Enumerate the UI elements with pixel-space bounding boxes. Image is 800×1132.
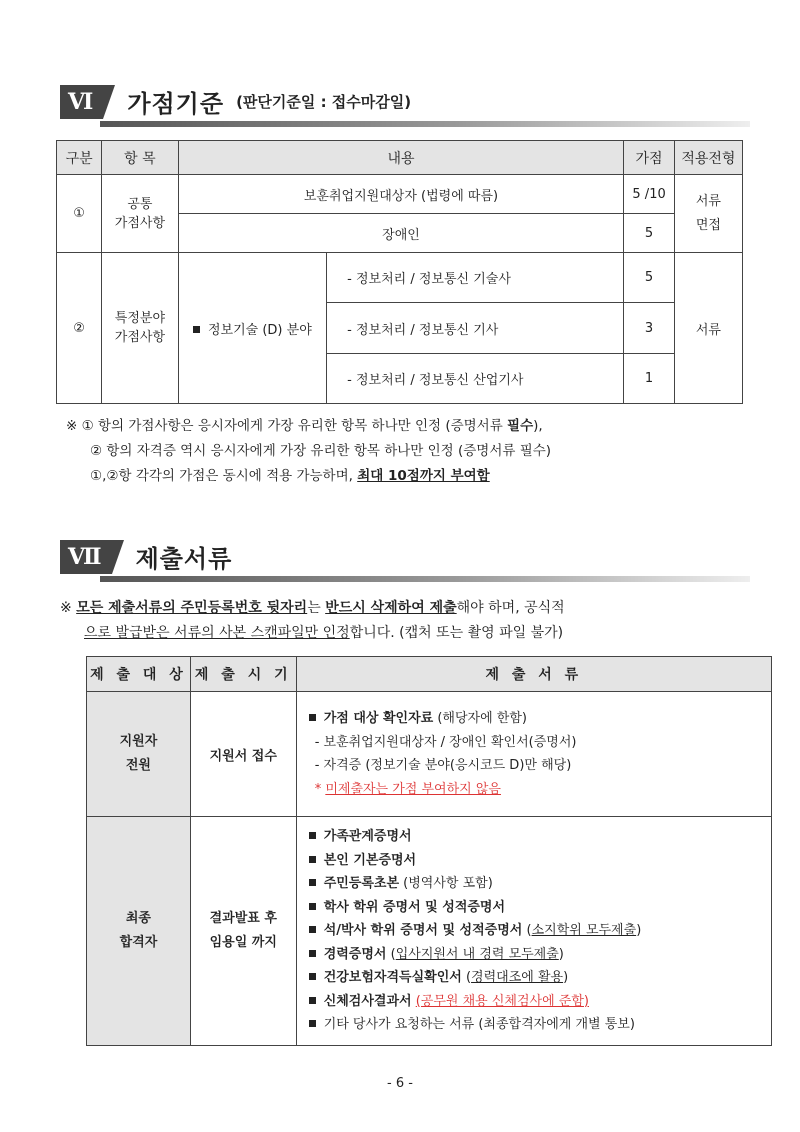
doc-note: ) <box>636 923 642 938</box>
doc-item <box>309 872 761 896</box>
bonus-criteria-table <box>56 140 743 404</box>
table-row <box>87 692 772 817</box>
table-header-row <box>57 141 743 175</box>
points-cell: 3 <box>624 303 674 354</box>
table-row <box>57 253 743 303</box>
bullet-square-icon <box>309 1020 316 1027</box>
docs-cell <box>296 692 771 817</box>
note-line-3 <box>66 464 551 489</box>
cert-cell: - 정보처리 / 정보통신 기술사 <box>327 253 624 303</box>
doc-item <box>309 896 761 920</box>
note-text: ① 항의 가점사항은 응시자에게 가장 유리한 항목 하나만 인정 (증명서류 <box>81 418 508 434</box>
section7-title: 제출서류 <box>135 545 233 573</box>
note-mark: ※ <box>66 418 78 434</box>
apply-type: 서류 면접 <box>674 175 742 253</box>
page-number: - 6 - <box>387 1076 413 1091</box>
doc-subitem: - 자격증 (정보기술 분야(응시코드 D)만 해당) <box>314 758 572 773</box>
apply-type: 서류 <box>674 253 742 404</box>
doc-title: 기타 당사가 요청하는 서류 (최종합격자에게 개별 통보) <box>323 1017 635 1032</box>
row-number: ② <box>57 253 102 404</box>
section6-rule <box>100 121 750 127</box>
note-line-1 <box>66 414 551 439</box>
content-cell: 장애인 <box>178 214 624 253</box>
col-header: 내용 <box>178 141 624 175</box>
section7-heading <box>60 539 232 574</box>
bullet-square-icon <box>309 926 316 933</box>
field-cell <box>178 253 327 404</box>
doc-note: 경력대조에 활용 <box>471 970 564 985</box>
bullet-square-icon <box>309 879 316 886</box>
doc-note: (해당자에 한함) <box>433 711 527 726</box>
doc-note: 입사지원서 내 경력 모두제출 <box>395 946 559 962</box>
points-cell: 1 <box>624 354 674 404</box>
warning-mark: * <box>314 781 322 797</box>
doc-note: 소지학위 모두제출 <box>531 923 637 938</box>
doc-title: 신체검사결과서 <box>323 993 412 1009</box>
note-text: ), <box>533 418 543 434</box>
notice-text: 는 <box>307 600 326 616</box>
doc-note: ( <box>386 946 396 962</box>
notice-text: 합니다. (캡처 또는 촬영 파일 불가) <box>349 625 564 641</box>
doc-item <box>309 707 761 731</box>
row-number: ① <box>57 175 102 253</box>
doc-title: 학사 학위 증명서 및 성적증명서 <box>323 899 506 915</box>
col-header: 제 출 시 기 <box>190 657 296 692</box>
doc-note: ( <box>522 923 532 938</box>
bonus-notes <box>66 414 551 489</box>
item-name: 특정분야 가점사항 <box>102 253 178 404</box>
section6-title: 가점기준 <box>127 90 225 118</box>
doc-item <box>309 849 761 873</box>
notice-line-1 <box>60 596 760 621</box>
docs-cell <box>296 817 771 1046</box>
doc-item <box>309 990 761 1014</box>
doc-subitem: - 보훈취업지원대상자 / 장애인 확인서(증명서) <box>314 734 577 750</box>
bullet-square-icon <box>193 326 200 333</box>
bullet-square-icon <box>309 903 316 910</box>
doc-title: 가족관계증명서 <box>323 829 412 844</box>
submission-notice <box>60 596 760 646</box>
bullet-square-icon <box>309 714 316 721</box>
cert-cell: - 정보처리 / 정보통신 기사 <box>327 303 624 354</box>
bullet-square-icon <box>309 973 316 980</box>
timing-cell: 지원서 접수 <box>190 692 296 817</box>
bullet-square-icon <box>309 997 316 1004</box>
notice-bold: 반드시 삭제하여 제출 <box>325 600 457 616</box>
doc-title: 가점 대상 확인자료 <box>323 711 434 726</box>
content-cell: 보훈취업지원대상자 (법령에 따름) <box>178 175 624 214</box>
col-header: 가점 <box>624 141 674 175</box>
section7-numeral: Ⅶ <box>60 540 112 574</box>
doc-title: 주민등록초본 <box>323 876 400 891</box>
doc-title: 경력증명서 <box>323 946 387 962</box>
note-line-2: ② 항의 자격증 역시 응시자에게 가장 유리한 항목 하나만 인정 (증명서류 필수) <box>90 443 552 459</box>
table-row <box>57 175 743 214</box>
points-cell: 5 <box>624 214 674 253</box>
notice-underline: 으로 발급받은 서류의 사본 스캔파일만 인정 <box>84 625 350 641</box>
doc-note: ) <box>558 946 564 962</box>
section7-rule <box>100 576 750 582</box>
doc-item <box>309 825 761 849</box>
points-cell: 5 /10 <box>624 175 674 214</box>
col-header: 항 목 <box>102 141 178 175</box>
note-bold: 최대 10점까지 부여함 <box>357 468 490 484</box>
col-header: 적용전형 <box>674 141 742 175</box>
doc-note: ) <box>563 970 569 985</box>
target-cell: 지원자 전원 <box>87 692 191 817</box>
bullet-square-icon <box>309 950 316 957</box>
notice-bold: 모든 제출서류의 주민등록번호 뒷자리 <box>76 600 308 616</box>
warning-line <box>309 778 761 802</box>
doc-item <box>309 1013 761 1037</box>
field-label: 정보기술 (D) 분야 <box>207 322 312 338</box>
doc-note: (병역사항 포함) <box>399 876 493 891</box>
doc-note: ( <box>461 970 472 985</box>
points-cell: 5 <box>624 253 674 303</box>
notice-text: 해야 하며, 공식적 <box>456 600 565 616</box>
section6-heading <box>60 84 411 119</box>
col-header: 구분 <box>57 141 102 175</box>
doc-title: 건강보험자격득실확인서 <box>323 970 462 985</box>
doc-item <box>309 919 761 943</box>
section6-subtitle: (판단기준일 : 접수마감일) <box>236 93 412 111</box>
col-header: 제 출 서 류 <box>296 657 771 692</box>
bullet-square-icon <box>309 832 316 839</box>
target-cell: 최종 합격자 <box>87 817 191 1046</box>
cert-cell: - 정보처리 / 정보통신 산업기사 <box>327 354 624 404</box>
table-row <box>87 817 772 1046</box>
bullet-square-icon <box>309 856 316 863</box>
col-header: 제 출 대 상 <box>87 657 191 692</box>
section6-numeral: Ⅵ <box>60 85 103 119</box>
doc-note: (공무원 채용 신체검사에 준함) <box>415 993 589 1009</box>
note-text: ①,②항 각각의 가점은 동시에 적용 가능하며, <box>90 468 358 484</box>
table-header-row <box>87 657 772 692</box>
doc-item <box>309 943 761 967</box>
doc-item <box>309 966 761 990</box>
notice-mark: ※ <box>60 600 72 616</box>
warning-text: 미제출자는 가점 부여하지 않음 <box>325 781 501 797</box>
notice-line-2 <box>60 621 760 646</box>
doc-title: 석/박사 학위 증명서 및 성적증명서 <box>323 923 523 938</box>
timing-cell: 결과발표 후 임용일 까지 <box>190 817 296 1046</box>
submission-docs-table <box>86 656 772 1046</box>
doc-title: 본인 기본증명서 <box>323 852 417 868</box>
item-name: 공통 가점사항 <box>102 175 178 253</box>
note-bold: 필수 <box>507 418 534 434</box>
